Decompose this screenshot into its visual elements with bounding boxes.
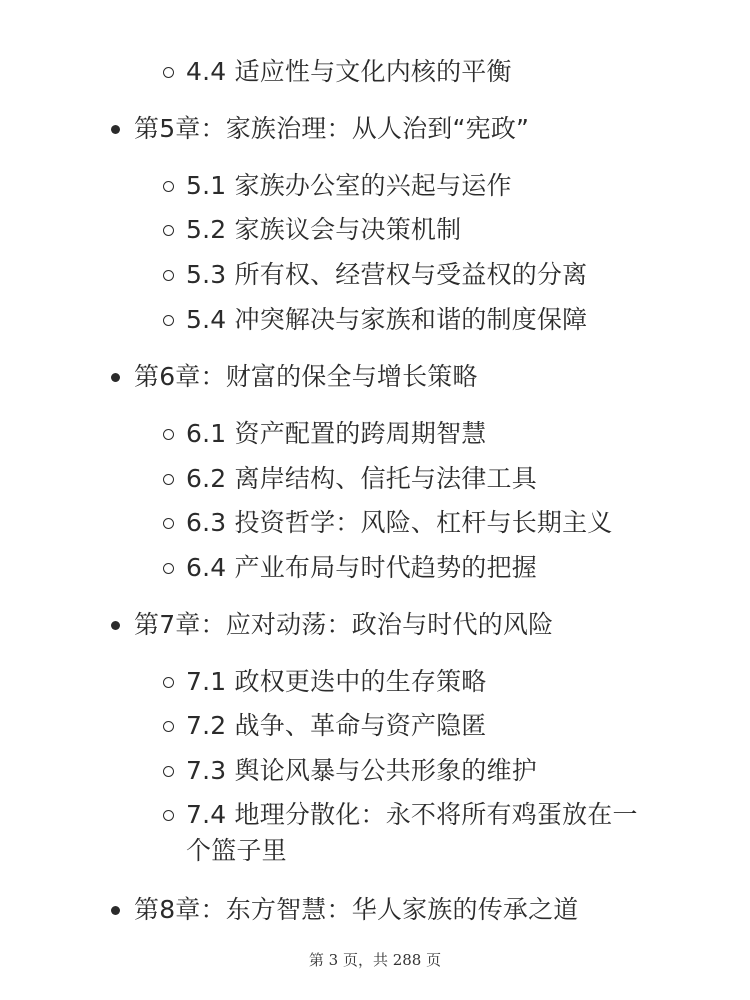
toc-subsection-6-3: 6.3 投资哲学：风险、杠杆与长期主义 [186, 508, 613, 537]
hollow-bullet-icon [163, 518, 174, 529]
toc-subsection-7-3: 7.3 舆论风暴与公共形象的维护 [186, 756, 537, 785]
toc-subsection-5-3: 5.3 所有权、经营权与受益权的分离 [186, 260, 588, 289]
hollow-bullet-icon [163, 563, 174, 574]
hollow-bullet-icon [163, 810, 174, 821]
toc-subsection-4-4: 4.4 适应性与文化内核的平衡 [186, 57, 512, 86]
toc-subsection-6-2: 6.2 离岸结构、信托与法律工具 [186, 464, 537, 493]
toc-chapter-5: 第5章：家族治理：从人治到“宪政” [134, 114, 530, 143]
toc-chapter-6: 第6章：财富的保全与增长策略 [134, 362, 478, 391]
hollow-bullet-icon [163, 766, 174, 777]
toc-subsection-5-4: 5.4 冲突解决与家族和谐的制度保障 [186, 305, 588, 334]
toc-subsection-7-1: 7.1 政权更迭中的生存策略 [186, 667, 487, 696]
hollow-bullet-icon [163, 721, 174, 732]
hollow-bullet-icon [163, 67, 174, 78]
hollow-bullet-icon [163, 429, 174, 440]
hollow-bullet-icon [163, 677, 174, 688]
toc-subsection-6-4: 6.4 产业布局与时代趋势的把握 [186, 553, 537, 582]
hollow-bullet-icon [163, 474, 174, 485]
hollow-bullet-icon [163, 270, 174, 281]
toc-subsection-7-4: 7.4 地理分散化：永不将所有鸡蛋放在一 [186, 800, 638, 829]
toc-chapter-8: 第8章：东方智慧：华人家族的传承之道 [134, 895, 579, 924]
toc-subsection-6-1: 6.1 资产配置的跨周期智慧 [186, 419, 487, 448]
page-number: 第 3 页，共 288 页 [308, 951, 442, 969]
toc-subsection-7-4-continued: 个篮子里 [186, 836, 287, 865]
hollow-bullet-icon [163, 315, 174, 326]
hollow-bullet-icon [163, 225, 174, 236]
solid-bullet-icon [111, 906, 120, 915]
toc-subsection-5-1: 5.1 家族办公室的兴起与运作 [186, 171, 512, 200]
solid-bullet-icon [111, 125, 120, 134]
toc-subsection-7-2: 7.2 战争、革命与资产隐匿 [186, 711, 487, 740]
toc-chapter-7: 第7章：应对动荡：政治与时代的风险 [134, 610, 554, 639]
hollow-bullet-icon [163, 181, 174, 192]
toc-subsection-5-2: 5.2 家族议会与决策机制 [186, 215, 462, 244]
solid-bullet-icon [111, 621, 120, 630]
solid-bullet-icon [111, 373, 120, 382]
